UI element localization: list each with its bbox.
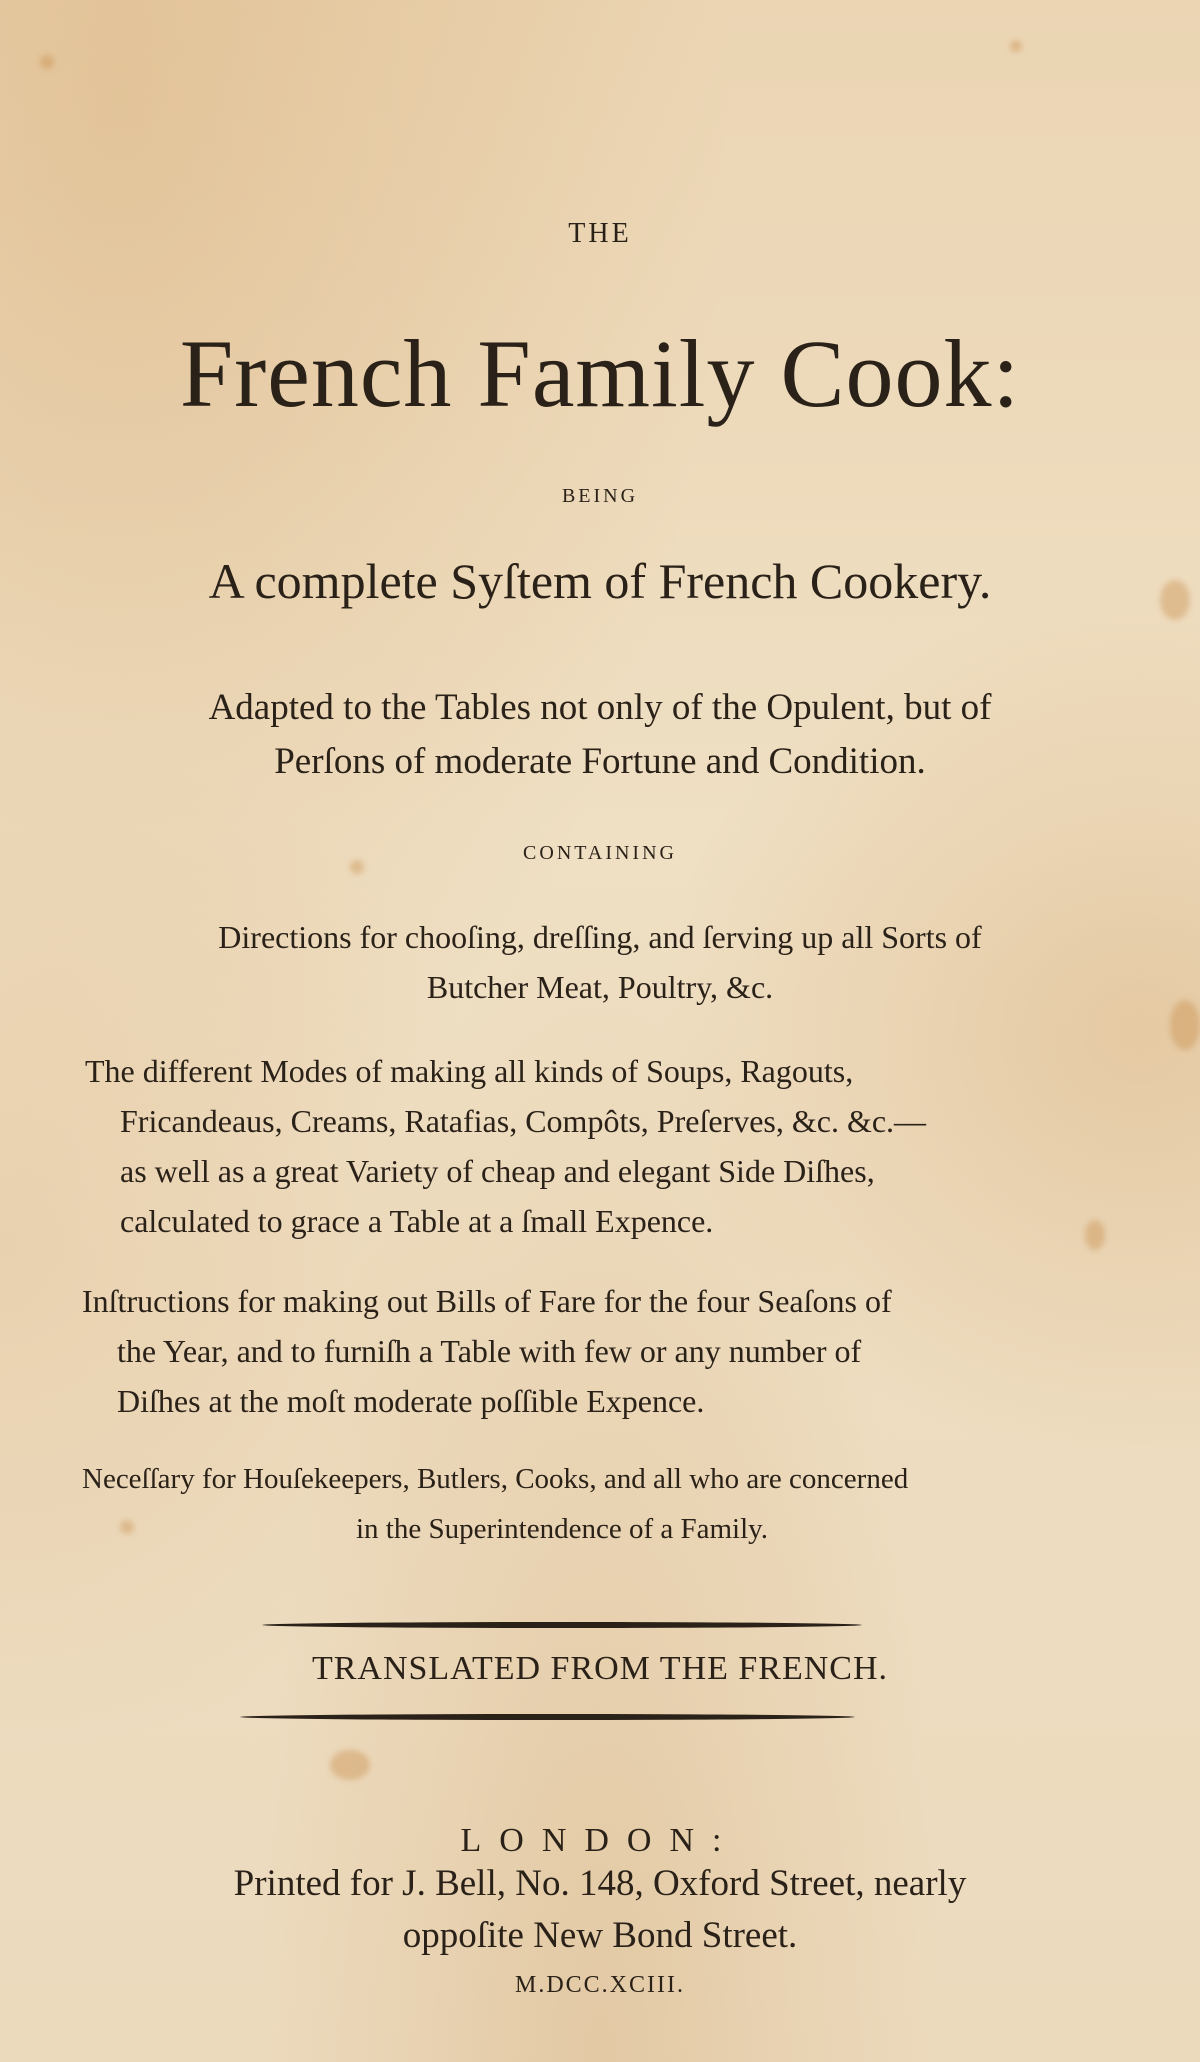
section-line: Directions for chooſing, dreſſing, and ſerving up all Sorts of [218,919,982,955]
decorative-rule-bottom [240,1714,855,1720]
adapted-line-1: Adapted to the Tables not only of the Opulent, but of [208,687,992,728]
section-directions [0,912,1200,1012]
foxing-spot [1010,40,1022,52]
decorative-rule-top [262,1622,862,1628]
foxing-spot [330,1750,370,1780]
imprint-date: M.DCC.XCIII. [514,1972,685,1998]
section-line: as well as a great Variety of cheap and elegant Side Diſhes, [120,1153,875,1189]
being-label: BEING [561,485,639,507]
imprint-city: LONDON: [460,1822,740,1859]
translated-note: TRANSLATED FROM THE FRENCH. [311,1650,889,1687]
section-line: Butcher Meat, Poultry, &c. [426,969,774,1005]
imprint-printer: Printed for J. Bell, No. 148, Oxford Street, nearly [233,1863,967,1904]
section-instructions [82,1276,1082,1426]
section-line: Diſhes at the moſt moderate poſſible Expence. [117,1383,705,1419]
section-modes [85,1046,1085,1246]
foxing-spot [40,55,54,69]
section-line: the Year, and to furniſh a Table with few or any number of [117,1333,862,1369]
section-line: calculated to grace a Table at a ſmall Expence. [120,1203,714,1239]
containing-label: CONTAINING [523,842,677,864]
title-prefix: THE [568,218,632,249]
imprint-address: oppoſite New Bond Street. [402,1915,798,1956]
section-line: Fricandeaus, Creams, Ratafias, Compôts, Preſerves, &c. &c.— [120,1103,927,1139]
section-line: The different Modes of making all kinds of Soups, Ragouts, [85,1053,854,1089]
section-necessary [82,1454,1082,1554]
book-subtitle: A complete Syſtem of French Cookery. [208,553,992,609]
section-line: Inſtructions for making out Bills of Fare for the four Seaſons of [82,1283,892,1319]
book-title: French Family Cook: [179,320,1021,427]
adapted-line-2: Perſons of moderate Fortune and Condition. [274,741,926,782]
section-line: in the Superintendence of a Family. [355,1513,769,1545]
section-line: Neceſſary for Houſekeepers, Butlers, Cooks, and all who are concerned [82,1463,909,1495]
foxing-spot [1085,1220,1105,1250]
